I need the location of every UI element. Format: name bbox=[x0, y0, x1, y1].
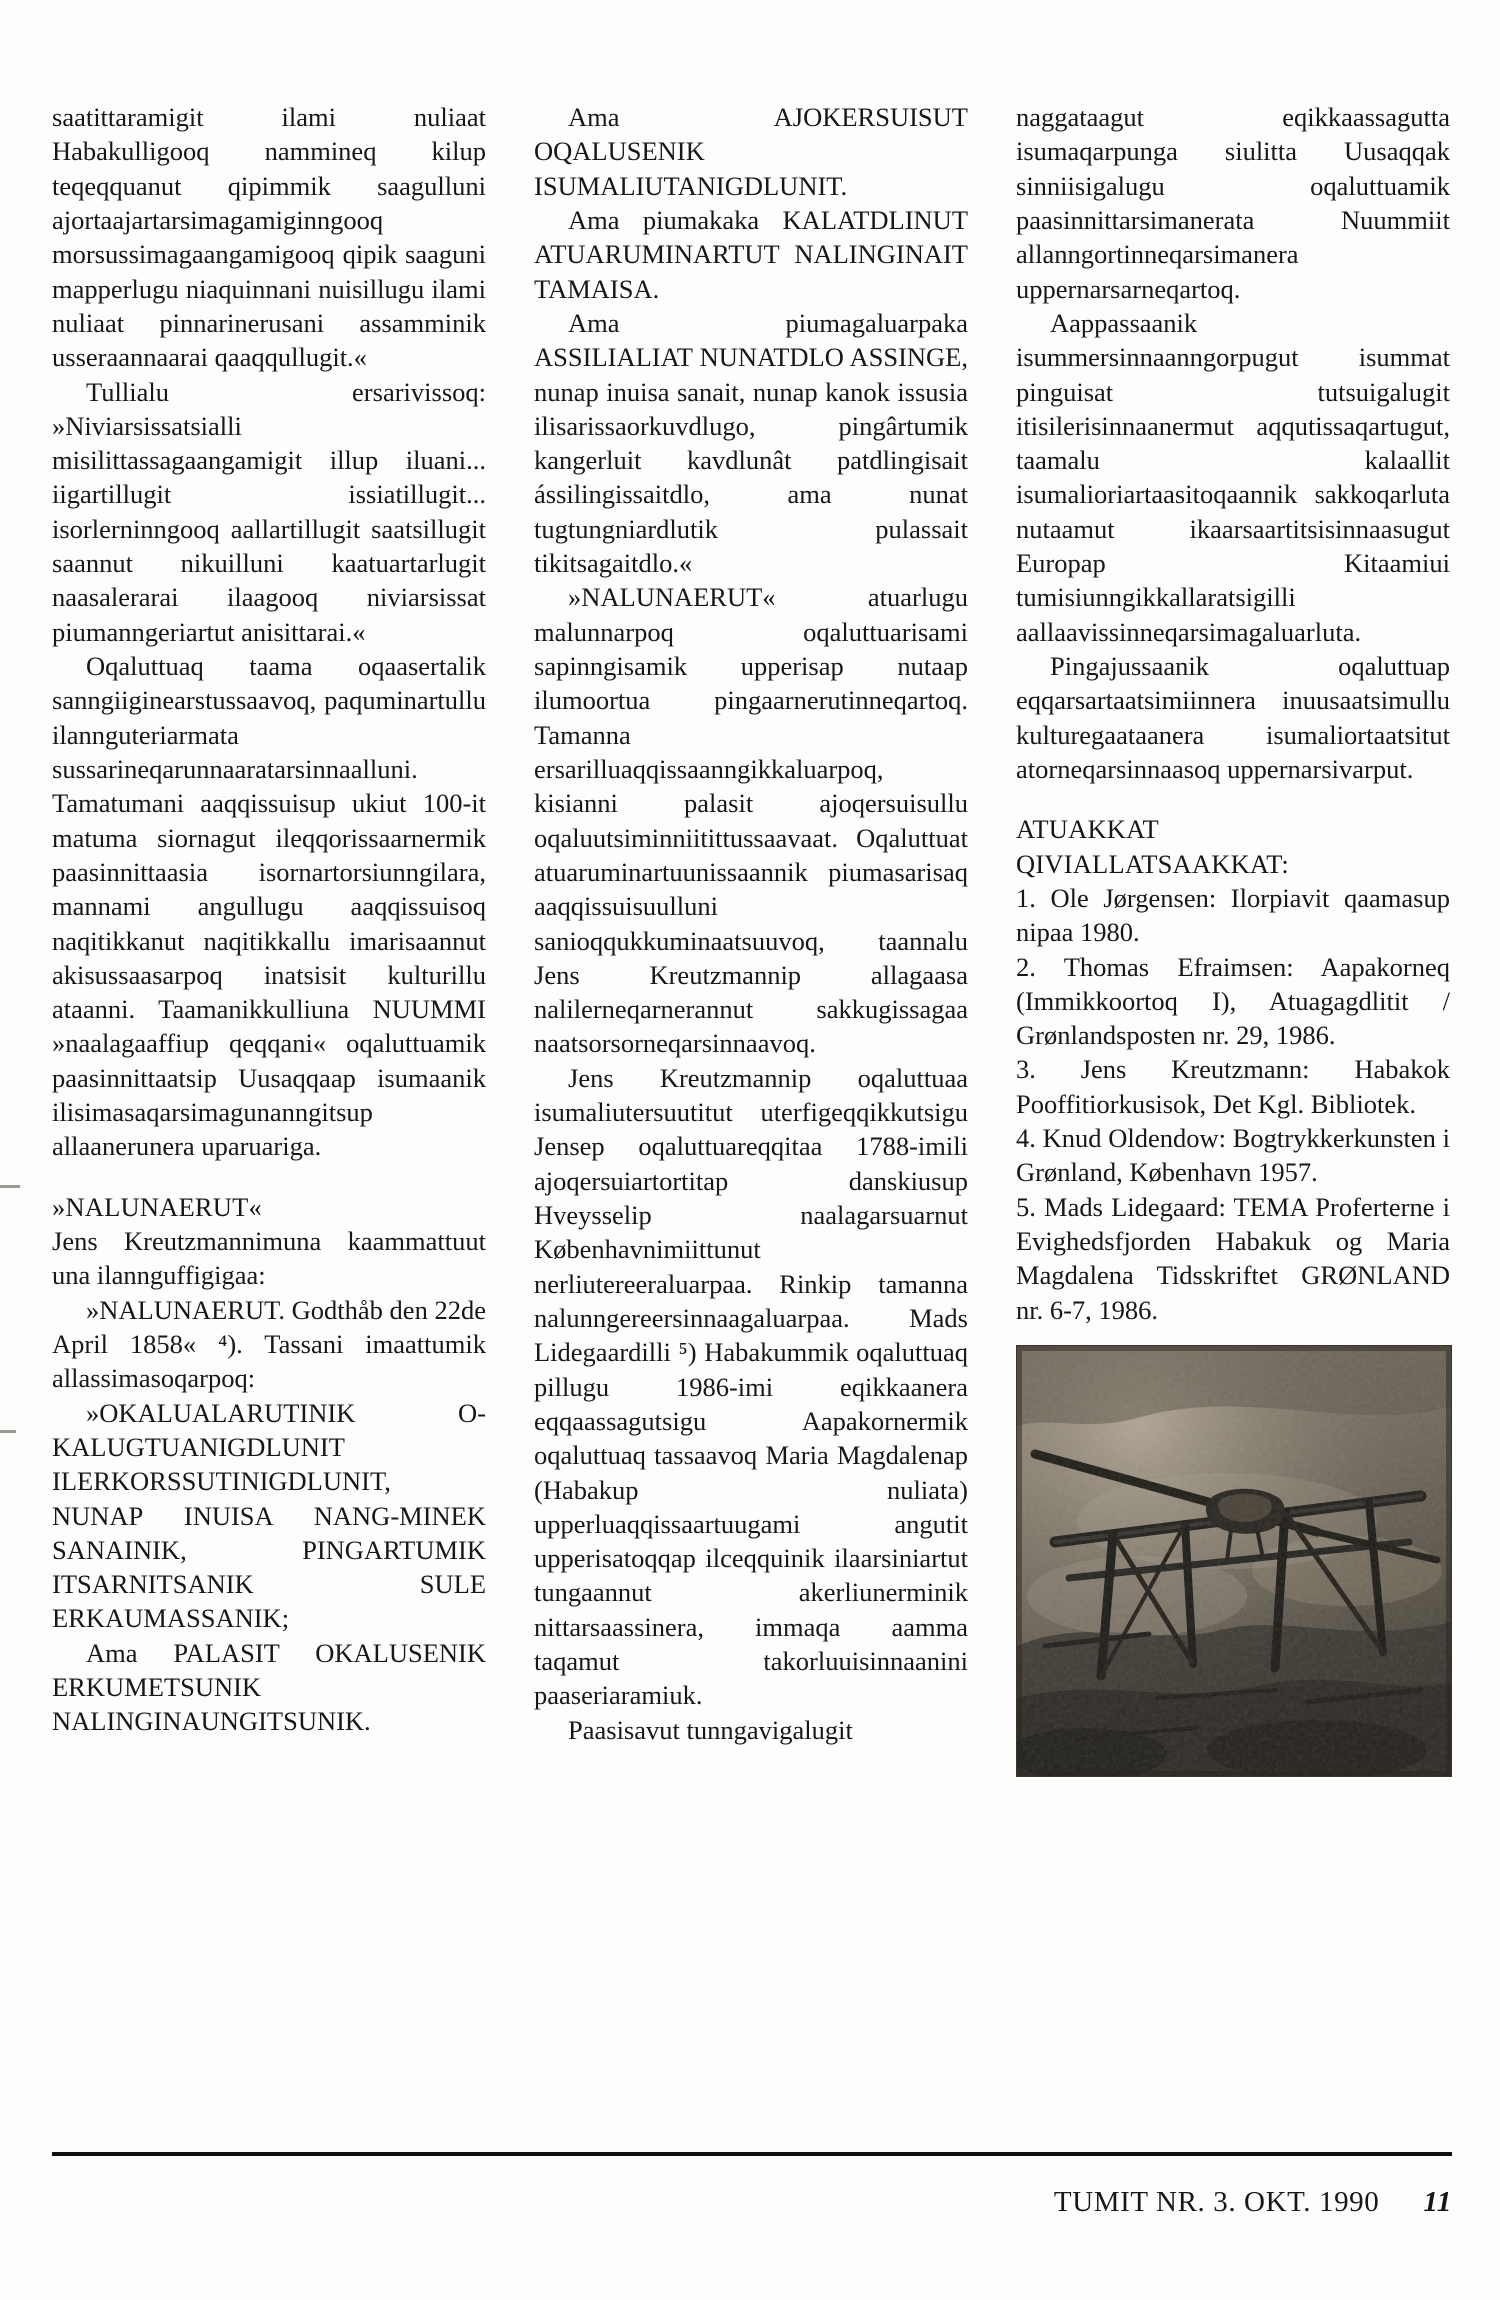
paragraph: Jens Kreutzmannip oqaluttuaa isumaliutersuutitut uterfigeqqikkutsigu Jensep oqaluttuareqqitaa 1788-imili ajoqersuiartortitap danskiusup Hveysselip naalagarsuarnut Københavnimiittunut nerliutereeraluarpaa. Rinkip tamanna nalunngereersinnaagaluarpaa. Mads Lidegaardilli ⁵) Habakummik oqaluttuaq pillugu 1986-imi eqikkaanera eqqaassagutsigu Aapakornermik oqaluttuaq tassaavoq Maria Magdalenap (Habakup nuliata) upperluaqqissaartuugami angutit upperisatoqqap ilceqquinik ilaarsiniartut tungaannut akerliunerminik nittarsaassinera, immaqa aamma taqamut takorluuisinnaanini paaseriaramiuk. bbox=[534, 1062, 968, 1711]
paragraph: Jens Kreutzmannimuna kaammattuut una ilannguffigigaa: bbox=[52, 1226, 486, 1291]
bibliography-entry: 2. Thomas Efraimsen: Aapakorneq (Immikkoortoq I), Atuagagdlitit / Grønlandsposten nr. 29, 1986. bbox=[1016, 951, 1450, 1051]
footer-divider bbox=[52, 2152, 1452, 2156]
section-heading-qiviallatsaakkat: QIVIALLATSAAKKAT: bbox=[1016, 848, 1289, 879]
column-right bbox=[1016, 100, 1450, 1777]
photo-drying-rack bbox=[1016, 1345, 1452, 1777]
footer-publication: TUMIT NR. 3. OKT. 1990 bbox=[1053, 2186, 1380, 2218]
page-edge-mark-bottom bbox=[0, 1430, 16, 1433]
paragraph: »NALUNAERUT. Godthåb den 22de April 1858« ⁴). Tassani imaattumik allassimasoqarpoq: bbox=[52, 1294, 486, 1394]
article-columns bbox=[52, 100, 1452, 1777]
paragraph: Paasisavut tunngavigalugit bbox=[568, 1714, 853, 1745]
paragraph: saatittaramigit ilami nuliaat Habakulligooq nammineq kilup teqeqquanut qipimmik saagulluni ajortaajartarsimagamiginngooq morsussimagaangamigooq qipik saaguni mapperlugu niaquinnani nuisillugu ilami nuliaat pinnarinerusani assamminik usseraannaarai qaaqqullugit.« bbox=[52, 102, 486, 373]
paragraph: Ama AJOKERSUISUT OQALUSENIK ISUMALIUTANIGDLUNIT. bbox=[534, 102, 968, 201]
bibliography-entry: 4. Knud Oldendow: Bogtrykkerkunsten i Grønland, København 1957. bbox=[1016, 1123, 1450, 1188]
paragraph: Ama piumakaka KALATDLINUT ATUARUMINARTUT NALINGINAIT TAMAISA. bbox=[534, 204, 968, 304]
section-heading-nalunaerut: »NALUNAERUT« bbox=[52, 1191, 262, 1222]
column-middle bbox=[534, 100, 968, 1777]
paragraph: Tullialu ersarivissoq: »Niviarsissatsialli misilittassagaangamigit illup iluani... iigartillugit issiatillugit... isorlerninngooq aallartillugit saatsillugit saannut nikuilluni kaatuartarlugit naasalerarai ilaagooq niviarsissat piumanngeriartut anisittarai.« bbox=[52, 376, 486, 647]
paragraph: Ama PALASIT OKALUSENIK ERKUMETSUNIK NALINGINAUNGITSUNIK. bbox=[52, 1637, 486, 1737]
paragraph: Ama piumagaluarpaka ASSILIALIAT NUNATDLO ASSINGE, nunap inuisa sanait, nunap kanok issusia ilisarissaorkuvdlugo, pingârtumik kangerluit kavdlunât patdlingisait ássilingissaitdlo, ama nunat tugtungniardlutik pulassait tikitsagaitdlo.« bbox=[534, 307, 968, 579]
bibliography-entry: 3. Jens Kreutzmann: Habakok Pooffitiorkusisok, Det Kgl. Bibliotek. bbox=[1016, 1054, 1450, 1119]
bibliography-entry: 1. Ole Jørgensen: Ilorpiavit qaamasup nipaa 1980. bbox=[1016, 882, 1450, 948]
paragraph: naggataagut eqikkaassagutta isumaqarpunga siulitta Uusaqqak sinniisigalugu oqaluttuamik paasinnittarsimanerata Nuummiit allanngortinneqarsimanera uppernarsarneqartoq. bbox=[1016, 102, 1450, 304]
paragraph: Pingajussaanik oqaluttuap eqqarsartaatsimiinnera inuusaatsimullu kulturegaataanera isumaliortaatsitut atorneqarsinnaasoq uppernarsivarput. bbox=[1016, 651, 1450, 784]
section-heading-atuakkat: ATUAKKAT bbox=[1016, 814, 1159, 845]
page-footer bbox=[52, 2186, 1452, 2219]
page-edge-mark-top bbox=[0, 1185, 20, 1188]
paragraph: Aappassaanik isummersinnaanngorpugut isummat pinguisat tutsuigalugit itisilerisinnaanermut aqqutissaqartugut, taamalu kalaallit isumalioriartaasitoqaannik sakkoqarluta nutaamut ikaarsaartitsisinnaasugut Europap Kitaamiui tumisiunngikkallaratsigilli aallaavissinneqarsimagaluarluta. bbox=[1016, 307, 1450, 647]
footer-page-number: 11 bbox=[1423, 2186, 1452, 2218]
bibliography-entry: 5. Mads Lidegaard: TEMA Proferterne i Evighedsfjorden Habakuk og Maria Magdalena Tidsskriftet GRØNLAND nr. 6-7, 1986. bbox=[1016, 1191, 1450, 1325]
paragraph: »OKALUALARUTINIK O-KALUGTUANIGDLUNIT ILERKORSSUTINIGDLUNIT, NUNAP INUISA NANG-MINEK SANAINIK, PINGARTUMIK ITSARNITSANIK SULE ERKAUMASSANIK; bbox=[52, 1397, 486, 1634]
paragraph: Oqaluttuaq taama oqaasertalik sanngiiginearstussaavoq, paquminartullu ilannguteriarmata sussarineqarunnaaratarsinnaalluni. Tamatumani aaqqissuisup ukiut 100-it matuma siornagut ileqqorissaarnermik paasinnittaasia isornartorsiunngilara, mannami angullugu aaqqissuisoq naqitikkanut naqitikkallu imarisaannut akisussaasarpoq inatsisit kulturillu ataanni. Taamanikkulliuna NUUMMI »naalagaaffiup qeqqani« oqaluttuamik paasinnittaatsip Uusaqqaap isumaanik ilisimasaqarsimagunanngitsup allaanerunera uparuariga. bbox=[52, 651, 486, 1162]
column-left bbox=[52, 100, 486, 1777]
paragraph: »NALUNAERUT« atuarlugu malunnarpoq oqaluttuarisami sapinngisamik upperisap nutaap ilumoortua pingaarnerutinneqartoq. Tamanna ersarilluaqqissaanngikkaluarpoq, kisianni palasit ajoqersuisullu oqaluutsiminniitittussaavaat. Oqaluttuat atuaruminartuunissaannik piumasarisaq aaqqissuisuulluni sanioqqukkuminaatsuuvoq, taannalu Jens Kreutzmannip allagaasa nalilerneqarnerannut sakkugissagaa naatsorsorneqarsinnaavoq. bbox=[534, 582, 968, 1059]
